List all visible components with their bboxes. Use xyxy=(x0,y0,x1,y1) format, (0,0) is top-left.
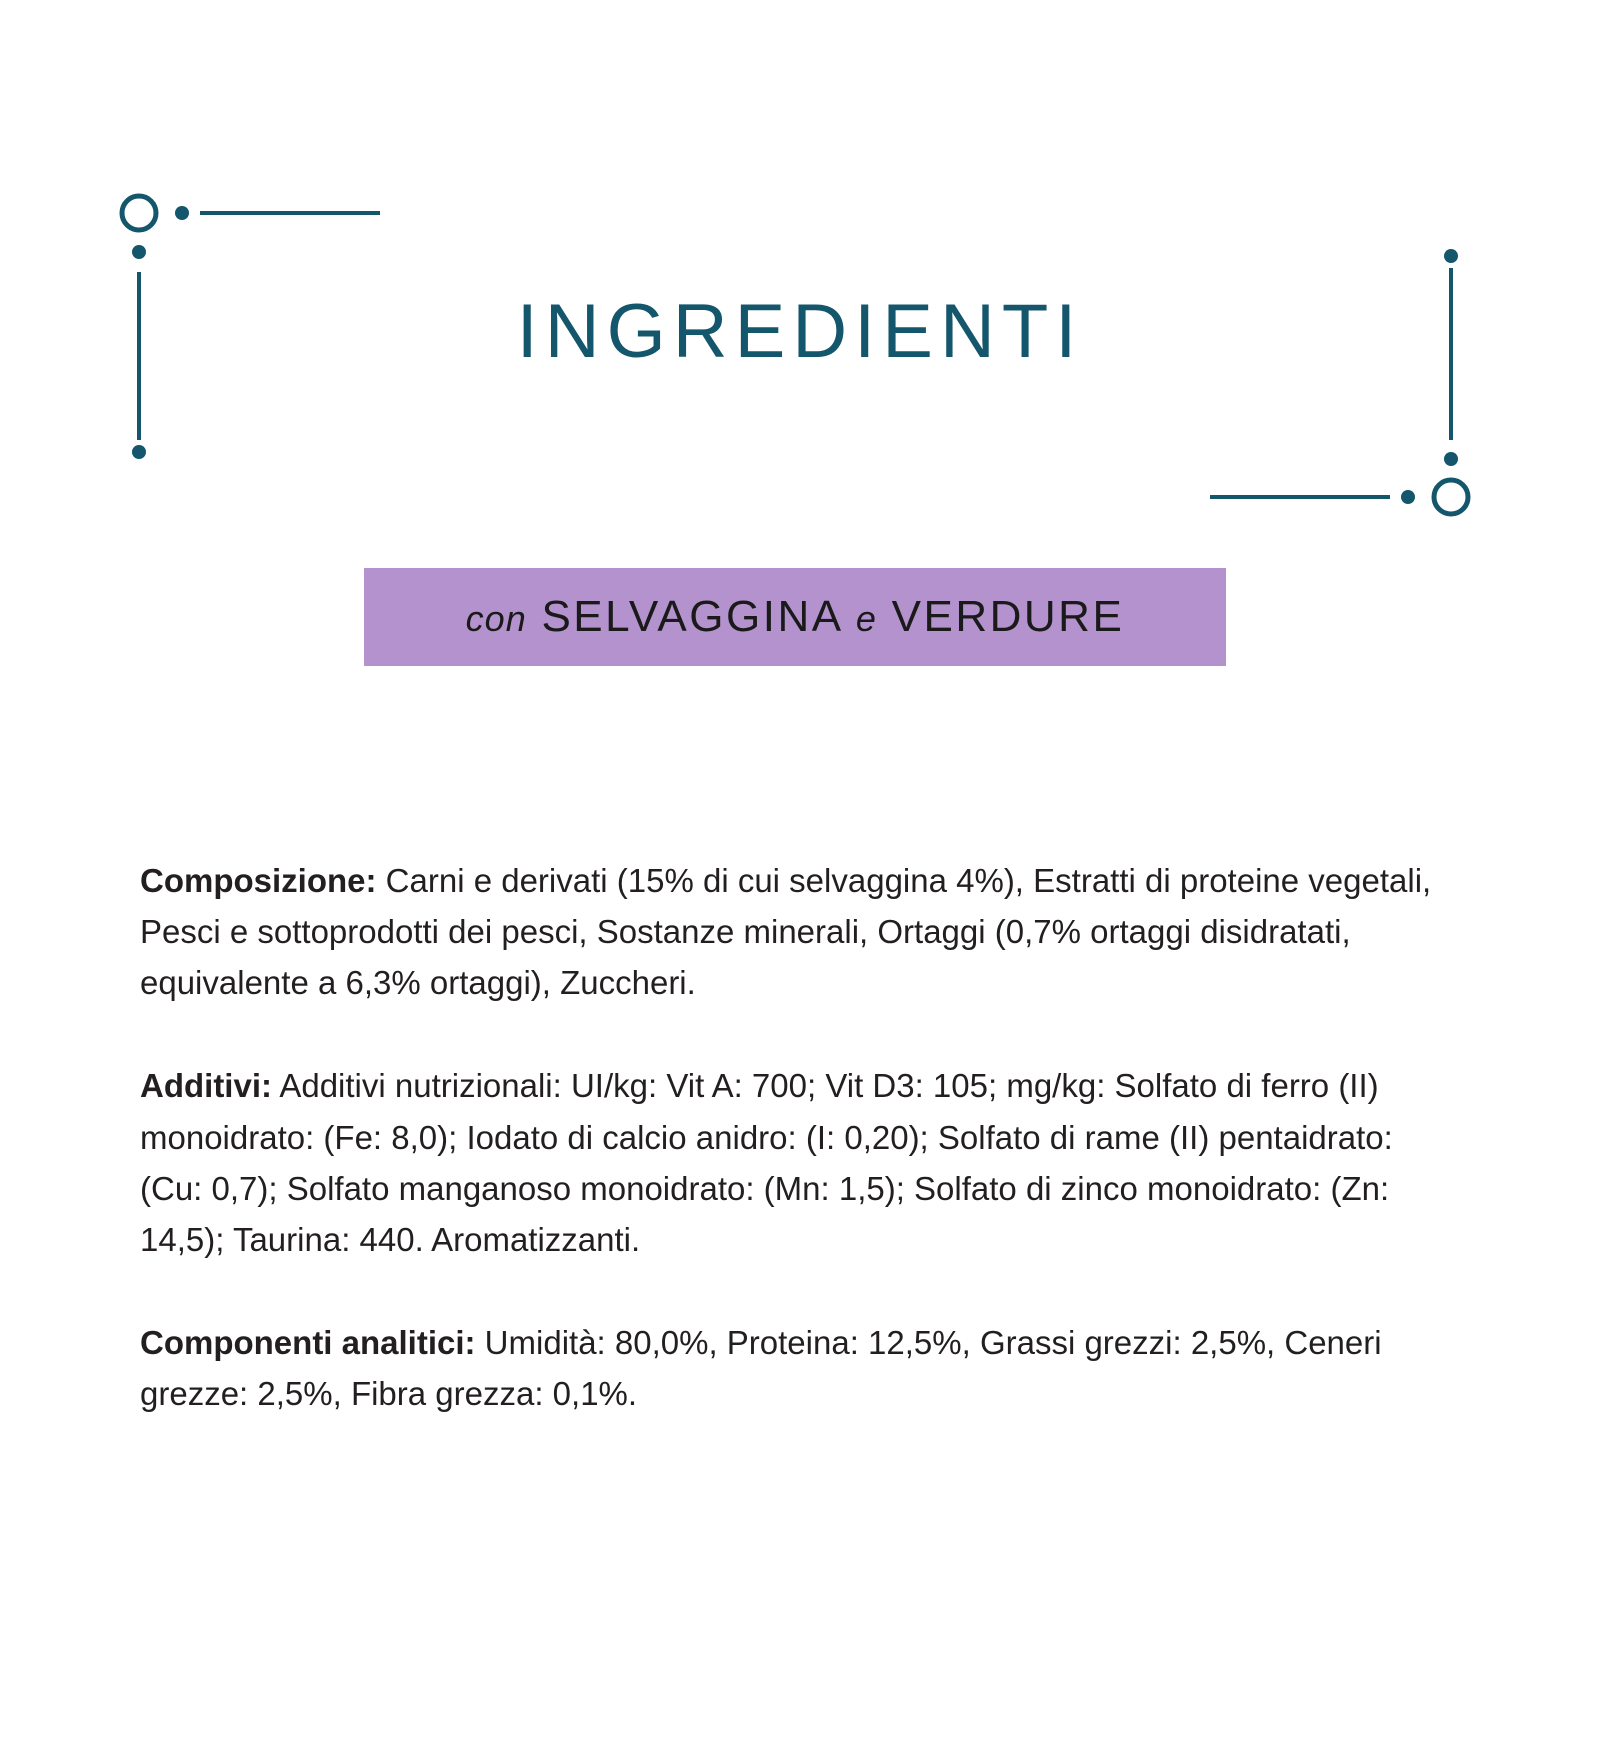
additives-label: Additivi: xyxy=(140,1067,272,1105)
composition-text: Carni e derivati (15% di cui selvaggina 4%), Estratti di proteine vegetali, Pesci e sottoprodotti dei pesci, Sostanze minerali, Ortaggi (0,7% ortaggi disidratati, equivalente a 6,3% ortaggi), Zuccheri. xyxy=(140,862,1432,1002)
additives-text: Additivi nutrizionali: UI/kg: Vit A: 700; Vit D3: 105; mg/kg: Solfato di ferro (II) monoidrato: (Fe: 8,0); Iodato di calcio anidro: (I: 0,20); Solfato di rame (II) pentaidrato: (Cu: 0,7); Solfato manganoso monoidrato: (Mn: 1,5); Solfato di zinco monoidrato: (Zn: 14,5); Taurina: 440. Aromatizzanti. xyxy=(140,1067,1393,1258)
flavour-second: VERDURE xyxy=(891,592,1125,641)
additives-paragraph xyxy=(140,1060,1460,1265)
flavour-banner xyxy=(364,568,1226,666)
composition-label: Composizione: xyxy=(140,862,377,899)
flavour-prefix: con xyxy=(465,598,527,639)
flavour-banner-text xyxy=(466,592,1125,642)
analytical-components-text: Umidità: 80,0%, Proteina: 12,5%, Grassi grezzi: 2,5%, Ceneri grezze: 2,5%, Fibra grezza: 0,1%. xyxy=(140,1323,1382,1413)
composition-paragraph xyxy=(140,855,1460,1008)
flavour-first: SELVAGGINA xyxy=(541,592,842,641)
analytical-components-label: Componenti analitici: xyxy=(140,1323,476,1361)
flavour-conjunction: e xyxy=(855,598,877,639)
analytical-components-paragraph xyxy=(140,1317,1460,1419)
page-title: INGREDIENTI xyxy=(516,289,1084,374)
ingredients-content xyxy=(140,855,1460,1419)
